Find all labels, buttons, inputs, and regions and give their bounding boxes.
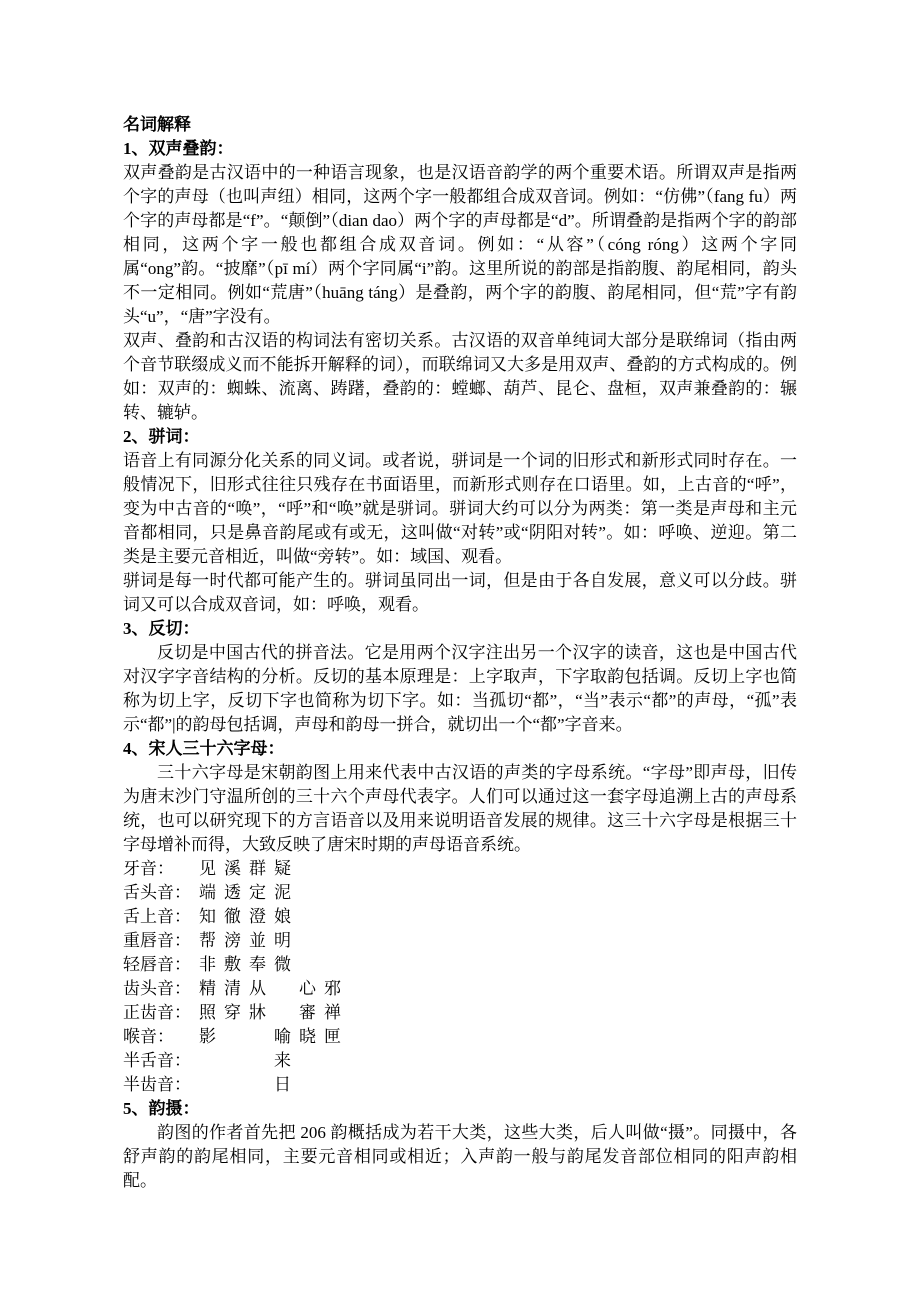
- table-row: [123, 857, 797, 881]
- initial-cell: 明: [274, 931, 291, 950]
- initial-cell: [324, 881, 349, 905]
- initial-cell: 邪: [324, 979, 341, 998]
- thirty-six-initials: [123, 857, 797, 1097]
- initial-cell: [324, 953, 349, 977]
- row-label: 喉音：: [123, 1027, 174, 1046]
- initial-cell: [299, 905, 324, 929]
- initial-cell: 清: [224, 979, 241, 998]
- table-row: [123, 1073, 797, 1097]
- row-label: 轻唇音：: [123, 955, 191, 974]
- initial-cell: 照: [199, 1003, 216, 1022]
- initial-cell: [324, 929, 349, 953]
- initial-cell: 疑: [274, 859, 291, 878]
- initial-cell: 来: [274, 1051, 291, 1070]
- initial-cell: 见: [199, 859, 216, 878]
- initial-cell: 微: [274, 955, 291, 974]
- row-label: 舌头音：: [123, 883, 191, 902]
- initial-cell: 精: [199, 979, 216, 998]
- paragraph: 骈词是每一时代都可能产生的。骈词虽同出一词，但是由于各自发展，意义可以分歧。骈词又可以合成双音词，如：呼唤，观看。: [123, 571, 797, 614]
- row-label: 舌上音：: [123, 907, 191, 926]
- row-label: 半舌音：: [123, 1051, 191, 1070]
- initial-cell: 帮: [199, 931, 216, 950]
- initial-cell: 匣: [324, 1027, 341, 1046]
- paragraph: 语音上有同源分化关系的同义词。或者说，骈词是一个词的旧形式和新形式同时存在。一般情况下，旧形式往往只残存在书面语里，而新形式则存在口语里。如，上古音的“呼”，变为中古音的“唤”，“呼”和“唤”就是骈词。骈词大约可以分为两类：第一类是声母和主元音都相同，只是鼻音韵尾或有或无，这叫做“对转”或“阴阳对转”。如：呼唤、逆迎。第二类是主要元音相近，叫做“旁转”。如：域国、观看。: [123, 451, 797, 566]
- row-label: 重唇音：: [123, 931, 191, 950]
- table-row: [123, 1001, 797, 1025]
- paragraph: 反切是中国古代的拼音法。它是用两个汉字注出另一个汉字的读音，这也是中国古代对汉字字音结构的分析。反切的基本原理是：上字取声，下字取韵包括调。反切上字也简称为切上字，反切下字也简称为切下字。如：当孤切“都”，“当”表示“都”的声母，“孤”表示“都”|的韵母包括调，声母和韵母一拼合，就切出一个“都”字音来。: [123, 643, 797, 734]
- initial-cell: [299, 1073, 324, 1097]
- initial-cell: 並: [249, 931, 266, 950]
- initial-cell: [274, 977, 299, 1001]
- paragraph: 三十六字母是宋朝韵图上用来代表中古汉语的声类的字母系统。“字母”即声母，旧传为唐末沙门守温所创的三十六个声母代表字。人们可以通过这一套字母追溯上古的声母系统，也可以研究现下的方言语音以及用来说明语音发展的规律。这三十六字母是根据三十字母增补而得，大致反映了唐宋时期的声母语音系统。: [123, 763, 797, 854]
- initial-cell: [224, 1049, 249, 1073]
- section-heading: 4、宋人三十六字母：: [123, 739, 285, 758]
- initial-cell: 泥: [274, 883, 291, 902]
- table-row: [123, 905, 797, 929]
- initial-cell: [299, 953, 324, 977]
- initial-cell: 定: [249, 883, 266, 902]
- paragraph: 双声叠韵是古汉语中的一种语言现象，也是汉语音韵学的两个重要术语。所谓双声是指两个字的声母（也叫声纽）相同，这两个字一般都组合成双音词。例如：“仿佛”（fang fu）两个字的声母都是“f”。“颠倒”（dian dao）两个字的声母都是“d”。所谓叠韵是指两个字的韵部相同，这两个字一般也都组合成双音词。例如：“从容”（cóng róng）这两个字同属“ong”韵。“披靡”（pī mí）两个字同属“i”韵。这里所说的韵部是指韵腹、韵尾相同，韵头不一定相同。例如“荒唐”（huāng táng）是叠韵，两个字的韵腹、韵尾相同，但“荒”字有韵头“u”，“唐”字没有。: [123, 163, 797, 326]
- table-row: [123, 1049, 797, 1073]
- initial-cell: [324, 1049, 349, 1073]
- initial-cell: 娘: [274, 907, 291, 926]
- paragraph: 双声、叠韵和古汉语的构词法有密切关系。古汉语的双音单纯词大部分是联绵词（指由两个音节联缀成义而不能拆开解释的词），而联绵词又大多是用双声、叠韵的方式构成的。例如：双声的：蜘蛛、流离、踌躇，叠韵的：螳螂、葫芦、昆仑、盘桓，双声兼叠韵的：辗转、辘轳。: [123, 331, 797, 422]
- initial-cell: [224, 1025, 249, 1049]
- initial-cell: 影: [199, 1027, 216, 1046]
- initial-cell: 牀: [249, 1003, 266, 1022]
- initial-cell: 从: [249, 979, 266, 998]
- document-title: 名词解释: [123, 115, 191, 134]
- table-row: [123, 881, 797, 905]
- initial-cell: 審: [299, 1003, 316, 1022]
- table-row: [123, 953, 797, 977]
- initial-cell: 群: [249, 859, 266, 878]
- section-heading: 2、骈词：: [123, 427, 200, 446]
- paragraph: 韵图的作者首先把 206 韵概括成为若干大类，这些大类，后人叫做“摄”。同摄中，各舒声韵的韵尾相同，主要元音相同或相近；入声韵一般与韵尾发音部位相同的阳声韵相配。: [123, 1123, 797, 1190]
- initial-cell: 奉: [249, 955, 266, 974]
- initial-cell: 端: [199, 883, 216, 902]
- table-row: [123, 977, 797, 1001]
- section-heading: 5、韵摄：: [123, 1099, 200, 1118]
- document-content: [123, 137, 797, 1193]
- initial-cell: 日: [274, 1075, 291, 1094]
- initial-cell: [249, 1025, 274, 1049]
- initial-cell: 心: [299, 979, 316, 998]
- row-label: 齿头音：: [123, 979, 191, 998]
- table-row: [123, 929, 797, 953]
- initial-cell: 透: [224, 883, 241, 902]
- initial-cell: [249, 1049, 274, 1073]
- section-heading: 1、双声叠韵：: [123, 139, 234, 158]
- row-label: 牙音：: [123, 859, 174, 878]
- initial-cell: [299, 1049, 324, 1073]
- initial-cell: 知: [199, 907, 216, 926]
- initial-cell: 溪: [224, 859, 241, 878]
- row-label: 正齿音：: [123, 1003, 191, 1022]
- initial-cell: 澄: [249, 907, 266, 926]
- initial-cell: [324, 905, 349, 929]
- initial-cell: 晓: [299, 1027, 316, 1046]
- initial-cell: 敷: [224, 955, 241, 974]
- initial-cell: 滂: [224, 931, 241, 950]
- table-row: [123, 1025, 797, 1049]
- row-label: 半齿音：: [123, 1075, 191, 1094]
- initial-cell: 徹: [224, 907, 241, 926]
- initial-cell: [299, 929, 324, 953]
- initial-cell: [224, 1073, 249, 1097]
- initial-cell: [199, 1049, 224, 1073]
- section-heading: 3、反切：: [123, 619, 200, 638]
- initial-cell: [199, 1073, 224, 1097]
- initial-cell: [324, 1073, 349, 1097]
- initial-cell: 禅: [324, 1003, 341, 1022]
- initial-cell: [299, 881, 324, 905]
- initial-cell: 非: [199, 955, 216, 974]
- initial-cell: [324, 857, 349, 881]
- initial-cell: [299, 857, 324, 881]
- initial-cell: 穿: [224, 1003, 241, 1022]
- initial-cell: [274, 1001, 299, 1025]
- initial-cell: [249, 1073, 274, 1097]
- initial-cell: 喻: [274, 1027, 291, 1046]
